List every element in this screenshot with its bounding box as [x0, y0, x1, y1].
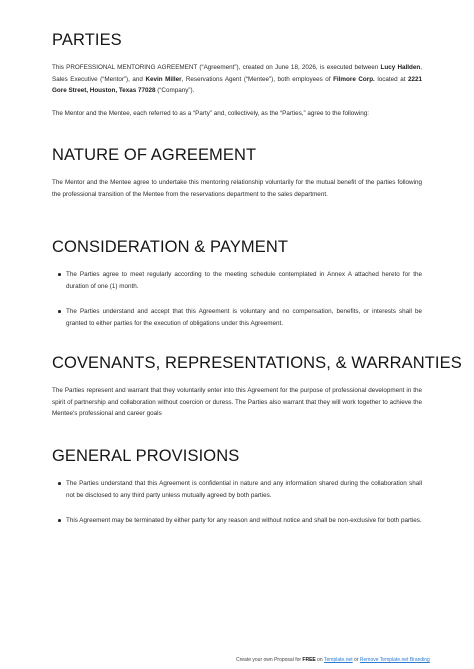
- company-address: 2221 Gore Street, Houston, Texas 77028: [52, 75, 423, 95]
- mentor-name: Lucy Hallden: [380, 64, 421, 71]
- heading-consideration-payment: CONSIDERATION & PAYMENT: [52, 238, 289, 256]
- list-item: This Agreement may be terminated by either party for any reason and without notice and shall be non-exclusive for both parties.: [58, 515, 422, 527]
- parties-paragraph: [52, 62, 422, 97]
- list-item: The Parties understand and accept that this Agreement is voluntary and no compensation, benefits, or interests shall be granted to either parties for the execution of obligations under this Agreement.: [58, 306, 422, 329]
- template-net-link[interactable]: Template.net: [324, 657, 353, 663]
- heading-general-provisions: GENERAL PROVISIONS: [52, 447, 240, 465]
- parties-text-5: (“Company”).: [155, 87, 195, 95]
- remove-branding-link[interactable]: Remove Template.net Branding: [359, 657, 430, 663]
- company-name: Filmore Corp.: [333, 75, 375, 83]
- list-item: The Parties agree to meet regularly according to the meeting schedule contemplated in Annex A attached hereto for the duration of one (1) month.: [58, 269, 422, 292]
- heading-parties: PARTIES: [52, 31, 122, 49]
- parties-text-4: located at: [374, 75, 408, 83]
- consideration-list: [58, 269, 422, 343]
- heading-nature-of-agreement: NATURE OF AGREEMENT: [52, 146, 257, 164]
- footer-or: or: [352, 657, 360, 663]
- nature-paragraph: The Mentor and the Mentee agree to undertake this mentoring relationship voluntarily for the mutual benefit of the parties following the professional transition of the Mentee from the reservations department to the sales department.: [52, 179, 422, 198]
- footer-free: FREE: [302, 657, 316, 663]
- covenants-paragraph: The Parties represent and warrant that they voluntarily enter into this Agreement for the purpose of professional development in the spirit of partnership and collaboration without coercion or duress. The Parties also warrant that they will work together to achieve the Mentee's professional and career goals: [52, 387, 422, 418]
- parties-text-1: This PROFESSIONAL MENTORING AGREEMENT (“Agreement”), created on June 18, 2026, is executed between: [52, 64, 381, 71]
- parties-text-2: , Sales Executive (“Mentor”), and: [52, 64, 422, 83]
- footer-prefix: Create your own Proposal for: [236, 657, 303, 663]
- heading-covenants: COVENANTS, REPRESENTATIONS, & WARRANTIES: [52, 354, 462, 372]
- footer-text: [236, 656, 430, 664]
- list-item: The Parties understand that this Agreement is confidential in nature and any information shared during the collaboration shall not be disclosed to any third party unless mutually agreed by both parties.: [58, 478, 422, 501]
- parties-text-3: , Reservations Agent (“Mentee”), both employees of: [181, 75, 334, 83]
- mentee-name: Kevin Miller: [145, 75, 182, 83]
- footer-on: on: [315, 657, 325, 663]
- parties-definition-paragraph: The Mentor and the Mentee, each referred to as a “Party” and, collectively, as the “Parties,” agree to the following:: [52, 110, 369, 117]
- general-list: [58, 478, 422, 541]
